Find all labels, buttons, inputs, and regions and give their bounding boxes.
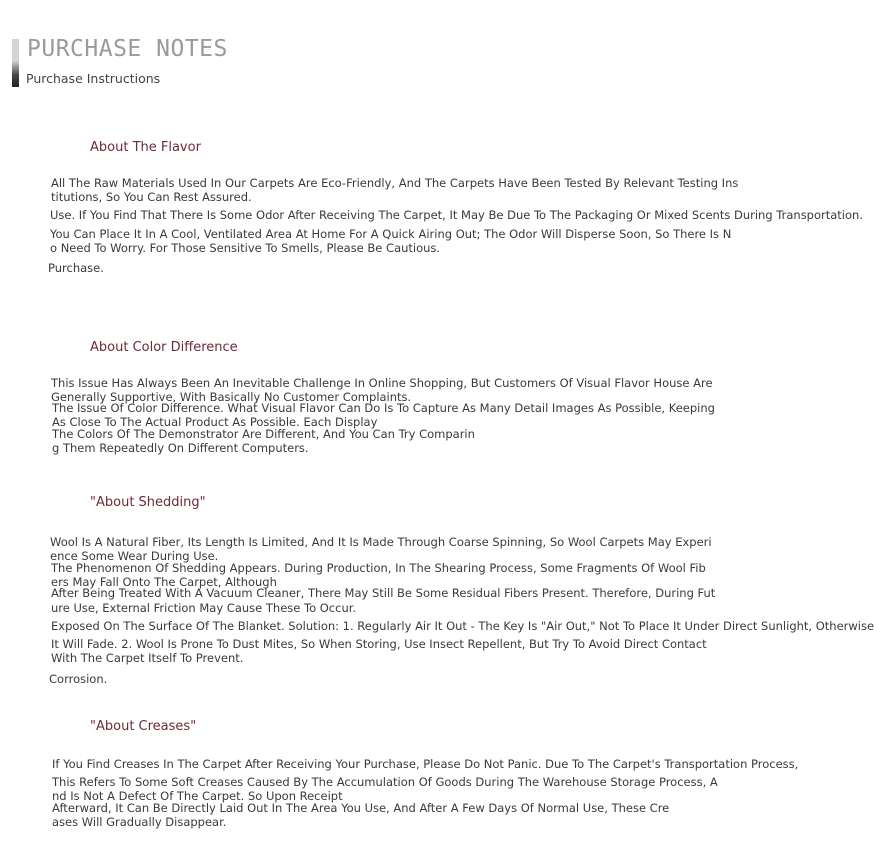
paragraph-line: Use. If You Find That There Is Some Odor After Receiving The Carpet, It May Be Due To The Packaging Or Mixed Scents During Transportation. [50,208,863,222]
paragraph-line: If You Find Creases In The Carpet After Receiving Your Purchase, Please Do Not Panic. Due To The Carpet's Transportation Process, [52,757,799,771]
paragraph-line: The Issue Of Color Difference. What Visual Flavor Can Do Is To Capture As Many Detail Images As Possible, Keeping [52,401,715,415]
paragraph-line: o Need To Worry. For Those Sensitive To Smells, Please Be Cautious. [50,241,441,255]
section-heading-creases: "About Creases" [90,719,197,734]
paragraph-line: titutions, So You Can Rest Assured. [51,190,252,204]
paragraph-line: It Will Fade. 2. Wool Is Prone To Dust Mites, So When Storing, Use Insect Repellent, But Try To Avoid Direct Contact [51,637,707,651]
paragraph-line: ases Will Gradually Disappear. [52,815,227,829]
paragraph-line: Exposed On The Surface Of The Blanket. Solution: 1. Regularly Air It Out - The Key Is "Air Out," Not To Place It Under Direct Sunlight, Otherwise [51,619,874,633]
paragraph-line: ure Use, External Friction May Cause These To Occur. [51,601,357,615]
paragraph-line: Corrosion. [49,672,108,686]
paragraph-line: ers May Fall Onto The Carpet, Although [51,575,277,589]
paragraph-line: The Phenomenon Of Shedding Appears. During Production, In The Shearing Process, Some Fragments Of Wool Fib [51,561,706,575]
paragraph-line: nd Is Not A Defect Of The Carpet. So Upon Receipt [52,789,343,803]
paragraph-line: This Issue Has Always Been An Inevitable Challenge In Online Shopping, But Customers Of Visual Flavor House Are [51,376,713,390]
paragraph-line: This Refers To Some Soft Creases Caused By The Accumulation Of Goods During The Warehouse Storage Process, A [52,775,718,789]
paragraph-line: You Can Place It In A Cool, Ventilated Area At Home For A Quick Airing Out; The Odor Will Disperse Soon, So There Is N [50,227,732,241]
page-subtitle: Purchase Instructions [26,71,161,86]
paragraph-line: Afterward, It Can Be Directly Laid Out In The Area You Use, And After A Few Days Of Normal Use, These Cre [52,801,670,815]
section-heading-shedding: "About Shedding" [90,495,206,510]
paragraph-line: Purchase. [48,261,104,275]
title-accent-bar-top [12,39,19,61]
paragraph-line: Wool Is A Natural Fiber, Its Length Is Limited, And It Is Made Through Coarse Spinning, So Wool Carpets May Experi [50,535,712,549]
paragraph-line: g Them Repeatedly On Different Computers. [52,441,309,455]
paragraph-line: All The Raw Materials Used In Our Carpets Are Eco-Friendly, And The Carpets Have Been Tested By Relevant Testing Ins [51,176,739,190]
paragraph-line: The Colors Of The Demonstrator Are Different, And You Can Try Comparin [52,427,475,441]
paragraph-line: After Being Treated With A Vacuum Cleaner, There May Still Be Some Residual Fibers Present. Therefore, During Fut [51,586,716,600]
paragraph-line: As Close To The Actual Product As Possible. Each Display [52,415,378,429]
section-heading-color-difference: About Color Difference [90,340,238,355]
title-accent-bar-bottom [12,61,19,87]
paragraph-line: ence Some Wear During Use. [50,549,219,563]
paragraph-line: Generally Supportive, With Basically No Customer Complaints. [51,390,412,404]
section-heading-flavor: About The Flavor [90,140,201,155]
page-title: PURCHASE NOTES [27,36,228,62]
paragraph-line: With The Carpet Itself To Prevent. [51,651,244,665]
